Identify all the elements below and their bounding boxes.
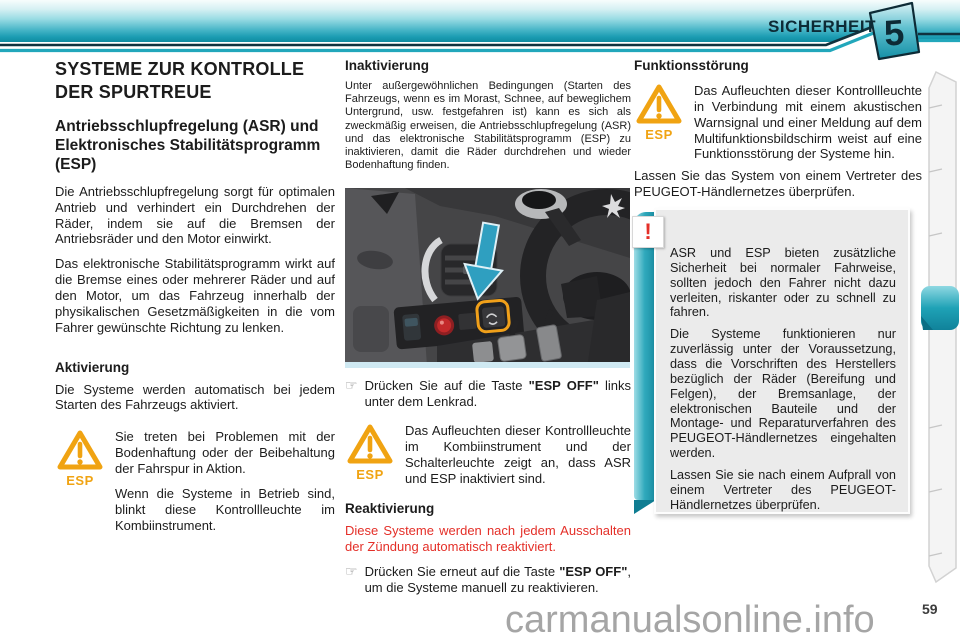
dealer-check-text: Lassen Sie das System von einem Vertreter des PEUGEOT-Händlernetzes überprüfen. [634,168,922,200]
watermark: carmanualsonline.info [505,599,875,640]
esp-note-text [694,83,922,166]
malfunction-note: Das Aufleuchten dieser Kontrollleuchte in Verbindung mit einem akustischen Warnsignal und einer Meldung auf dem Multifunktionsbildschirm weist auf eine Funktionsstörung der Systeme hin. [694,83,922,162]
esp-warning-icon [55,429,105,488]
header-teal-rule [0,32,876,51]
esp-warning-icon [634,83,684,142]
chapter-number-tab [870,3,919,59]
step-2-pre: Drücken Sie erneut auf die Taste [364,564,560,580]
alert-exclamation-icon: ! [632,216,664,248]
warning-paragraph-1: ASR und ESP bieten zusätzliche Sicherheit bei normaler Fahrweise, sollten jedoch den Fahrer nicht dazu verleiten, riskanter oder zu schnell zu fahren. [670,246,896,320]
esp-icon-label: ESP [645,127,673,142]
active-chapter-tab[interactable] [921,286,959,330]
esp-note-2: Wenn die Systeme in Betrieb sind, blinkt diese Kontrollleuchte im Kombiinstrument. [115,485,335,533]
section-subtitle: Antriebsschlupfregelung (ASR) und Elektronisches Stabilitätsprogramm (ESP) [55,118,321,173]
chapter-title: SICHERHEIT [768,17,876,36]
pointer-hand-icon: ☞ [345,378,358,395]
esp-note-text [115,429,335,542]
activation-heading: Aktivierung [55,359,130,375]
step-2-post: , um die Systeme manuell zu reaktivieren. [364,564,631,596]
page-number: 59 [922,601,938,617]
warning-triangle-icon [346,423,394,465]
esp-note-text [405,423,631,495]
instruction-step-1 [345,378,631,410]
intro-paragraph-1: Die Antriebsschlupfregelung sorgt für optimalen Antrieb und verhindert ein Durchdrehen der Räder, indem sie auf die Bremsen der Antriebsräder und den Motor einwirkt. [55,183,335,247]
warning-triangle-icon [56,429,104,471]
step-1-post: links unter dem Lenkrad. [364,378,632,410]
esp-indicator-note-2 [345,423,631,495]
instruction-step-2 [345,564,631,596]
warning-triangle-icon [635,83,683,125]
deactivation-text: Unter außergewöhnlichen Bedingungen (Starten des Fahrzeugs, wenn es im Morast, Schnee, auf beweglichem Untergrund, usw. festgefahren ist) kann es sich als zweckmäßig erweisen, die Antriebsschlupfregelung (ASR) und das elektronische Stabilitätsprogramm (ESP) zu inaktivieren, damit die Räder durchdrehen und wieder Bodenhaftung finden. [345,80,631,172]
reactivation-warning: Diese Systeme werden nach jedem Ausschalten der Zündung automatisch reaktiviert. [345,523,631,555]
warning-card [654,208,910,514]
malfunction-heading: Funktionsstörung [634,58,749,73]
step-2-key: "ESP OFF" [559,564,628,580]
pointer-hand-icon: ☞ [345,564,358,581]
brake-pedal [497,335,526,362]
column-left [55,58,335,542]
esp-icon-label: ESP [356,467,384,483]
chapter-number: 5 [882,11,906,54]
step-1-pre: Drücken Sie auf die Taste [364,378,529,394]
warning-paragraph-2: Die Systeme funktionieren nur zuverlässig unter der Voraussetzung, dass die Vorschriften des Herstellers bezüglich der Räder (Bereifung und Felgen), der Bremsanlage, der elektronischen Bauteile und der Montage- und Reparaturverfahren des PEUGEOT-Händlernetzes eingehalten werden. [670,327,896,461]
warning-ribbon-fold [634,500,656,514]
step-1-key: "ESP OFF" [528,378,599,394]
column-middle [345,58,631,596]
page-title: SYSTEME ZUR KONTROLLE DER SPURTREUE [55,59,305,103]
page-edge-strip [920,68,960,592]
esp-deactivated-note: Das Aufleuchten dieser Kontrollleuchte im Kombiinstrument und der Schalterleuchte zeigt an, dass ASR und ESP inaktiviert sind. [405,423,631,486]
deactivation-heading: Inaktivierung [345,58,430,73]
esp-icon-label: ESP [66,473,94,489]
esp-note-1: Sie treten bei Problemen mit der Bodenhaftung oder der Beibehaltung der Fahrspur in Aktion. [115,429,335,476]
important-warning-box [634,208,910,514]
dashboard-photo [345,188,631,368]
reactivation-heading: Reaktivierung [345,501,435,517]
esp-indicator-note [55,429,335,542]
esp-indicator-note-3 [634,83,922,166]
step-1-text [365,378,631,410]
intro-paragraph-2: Das elektronische Stabilitätsprogramm wirkt auf die Bremse eines oder mehrerer Räder und auf den Motor, um das Fahrzeug innerhalb der physikalischen Gesetzmäßigkeiten in die vom Fahrer gewünschte Richtung zu lenken. [55,256,335,335]
warning-paragraph-3: Lassen Sie sie nach einem Aufprall von einem Vertreter des PEUGEOT-Händlernetzes überprüfen. [670,468,896,512]
step-2-text [365,564,631,596]
activation-text: Die Systeme werden automatisch bei jedem Starten des Fahrzeugs aktiviert. [55,381,335,413]
column-right [634,58,922,514]
esp-warning-icon [345,423,395,482]
header-dark-rule [0,27,872,45]
